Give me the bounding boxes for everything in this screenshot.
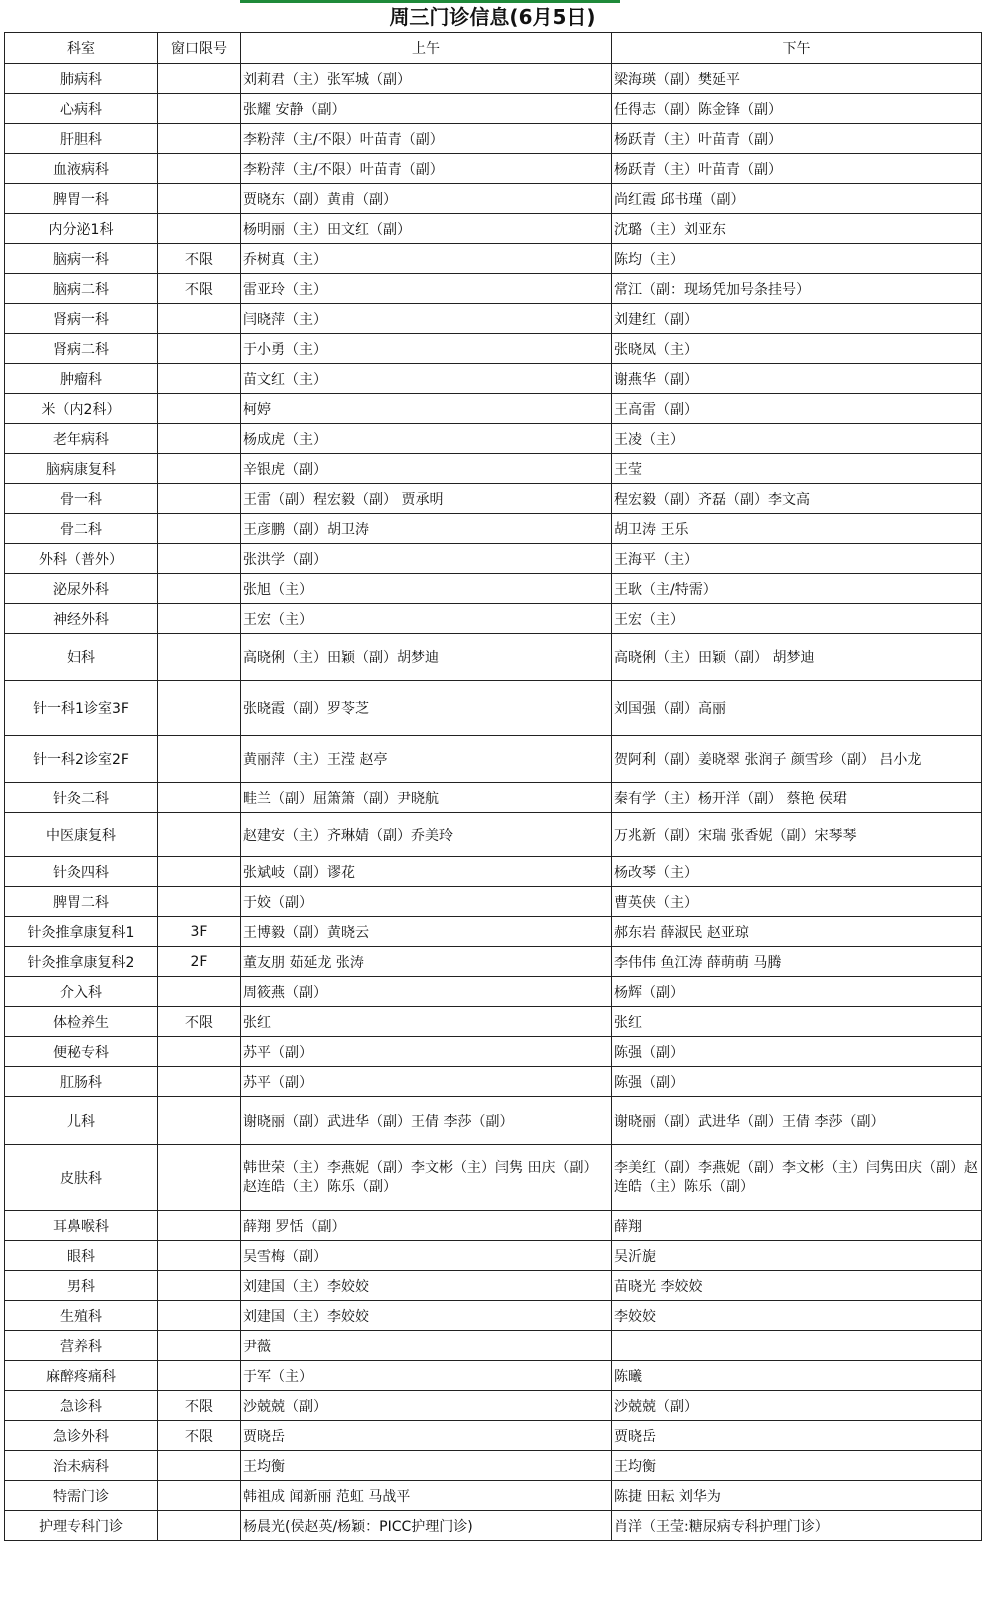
window-limit-cell bbox=[158, 1451, 241, 1481]
morning-cell: 贾晓东（副）黄甫（副） bbox=[241, 184, 612, 214]
dept-cell: 肾病一科 bbox=[5, 304, 158, 334]
afternoon-cell: 梁海瑛（副）樊延平 bbox=[612, 64, 982, 94]
table-row bbox=[5, 124, 982, 154]
dept-cell: 妇科 bbox=[5, 634, 158, 681]
window-limit-cell bbox=[158, 214, 241, 244]
afternoon-cell: 秦有学（主）杨开洋（副） 蔡艳 侯珺 bbox=[612, 783, 982, 813]
morning-cell: 张耀 安静（副） bbox=[241, 94, 612, 124]
afternoon-cell: 陈强（副） bbox=[612, 1037, 982, 1067]
dept-cell: 泌尿外科 bbox=[5, 574, 158, 604]
dept-cell: 骨一科 bbox=[5, 484, 158, 514]
morning-cell: 韩世荣（主）李燕妮（副）李文彬（主）闫隽 田庆（副）赵连皓（主）陈乐（副） bbox=[241, 1145, 612, 1211]
window-limit-cell bbox=[158, 681, 241, 736]
afternoon-cell: 王宏（主） bbox=[612, 604, 982, 634]
window-limit-cell bbox=[158, 334, 241, 364]
morning-cell: 韩祖成 闻新丽 范虹 马战平 bbox=[241, 1481, 612, 1511]
table-row bbox=[5, 94, 982, 124]
window-limit-cell bbox=[158, 1211, 241, 1241]
table-row bbox=[5, 604, 982, 634]
window-limit-cell bbox=[158, 544, 241, 574]
afternoon-cell: 肖洋（王莹:糖尿病专科护理门诊） bbox=[612, 1511, 982, 1541]
morning-cell: 张红 bbox=[241, 1007, 612, 1037]
table-row bbox=[5, 1451, 982, 1481]
table-row bbox=[5, 484, 982, 514]
morning-cell: 董友朋 茹延龙 张涛 bbox=[241, 947, 612, 977]
morning-cell: 于小勇（主） bbox=[241, 334, 612, 364]
afternoon-cell: 王凌（主） bbox=[612, 424, 982, 454]
window-limit-cell bbox=[158, 1331, 241, 1361]
afternoon-cell: 谢燕华（副） bbox=[612, 364, 982, 394]
window-limit-cell bbox=[158, 124, 241, 154]
afternoon-cell: 王高雷（副） bbox=[612, 394, 982, 424]
table-row bbox=[5, 1007, 982, 1037]
morning-cell: 王雷（副）程宏毅（副） 贾承明 bbox=[241, 484, 612, 514]
window-limit-cell bbox=[158, 514, 241, 544]
window-limit-cell bbox=[158, 1511, 241, 1541]
table-row bbox=[5, 214, 982, 244]
morning-cell: 王宏（主） bbox=[241, 604, 612, 634]
table-row bbox=[5, 917, 982, 947]
dept-cell: 耳鼻喉科 bbox=[5, 1211, 158, 1241]
morning-cell: 王彦鹏（副）胡卫涛 bbox=[241, 514, 612, 544]
dept-cell: 肝胆科 bbox=[5, 124, 158, 154]
window-limit-cell: 不限 bbox=[158, 1421, 241, 1451]
morning-cell: 张旭（主） bbox=[241, 574, 612, 604]
window-limit-cell: 不限 bbox=[158, 274, 241, 304]
window-limit-cell bbox=[158, 1241, 241, 1271]
window-limit-cell bbox=[158, 887, 241, 917]
afternoon-cell: 沙兢兢（副） bbox=[612, 1391, 982, 1421]
window-limit-cell: 3F bbox=[158, 917, 241, 947]
afternoon-cell: 杨辉（副） bbox=[612, 977, 982, 1007]
table-row bbox=[5, 783, 982, 813]
table-row bbox=[5, 977, 982, 1007]
table-row bbox=[5, 634, 982, 681]
morning-cell: 周筱燕（副） bbox=[241, 977, 612, 1007]
table-row bbox=[5, 1511, 982, 1541]
dept-cell: 急诊科 bbox=[5, 1391, 158, 1421]
table-row bbox=[5, 334, 982, 364]
dept-cell: 脾胃一科 bbox=[5, 184, 158, 214]
dept-cell: 男科 bbox=[5, 1271, 158, 1301]
window-limit-cell bbox=[158, 184, 241, 214]
clinic-schedule-table bbox=[4, 32, 982, 1541]
afternoon-cell: 李美红（副）李燕妮（副）李文彬（主）闫隽田庆（副）赵连皓（主）陈乐（副） bbox=[612, 1145, 982, 1211]
dept-cell: 生殖科 bbox=[5, 1301, 158, 1331]
morning-cell: 张斌岐（副）谬花 bbox=[241, 857, 612, 887]
dept-cell: 护理专科门诊 bbox=[5, 1511, 158, 1541]
window-limit-cell bbox=[158, 1145, 241, 1211]
afternoon-cell: 杨跃青（主）叶苗青（副） bbox=[612, 154, 982, 184]
window-limit-cell bbox=[158, 634, 241, 681]
table-row bbox=[5, 244, 982, 274]
dept-cell: 针一科2诊室2F bbox=[5, 736, 158, 783]
dept-cell: 心病科 bbox=[5, 94, 158, 124]
window-limit-cell: 不限 bbox=[158, 1007, 241, 1037]
dept-cell: 脑病康复科 bbox=[5, 454, 158, 484]
morning-cell: 杨晨光(侯赵英/杨颖：PICC护理门诊) bbox=[241, 1511, 612, 1541]
afternoon-cell: 胡卫涛 王乐 bbox=[612, 514, 982, 544]
window-limit-cell bbox=[158, 604, 241, 634]
dept-cell: 脑病一科 bbox=[5, 244, 158, 274]
afternoon-cell: 万兆新（副）宋瑞 张香妮（副）宋琴琴 bbox=[612, 813, 982, 857]
dept-cell: 眼科 bbox=[5, 1241, 158, 1271]
window-limit-cell bbox=[158, 1301, 241, 1331]
afternoon-cell bbox=[612, 1331, 982, 1361]
morning-cell: 李粉萍（主/不限）叶苗青（副） bbox=[241, 154, 612, 184]
dept-cell: 针灸推拿康复科1 bbox=[5, 917, 158, 947]
morning-cell: 薛翔 罗恬（副） bbox=[241, 1211, 612, 1241]
dept-cell: 针一科1诊室3F bbox=[5, 681, 158, 736]
afternoon-cell: 张晓凤（主） bbox=[612, 334, 982, 364]
morning-cell: 于军（主） bbox=[241, 1361, 612, 1391]
window-limit-cell: 不限 bbox=[158, 1391, 241, 1421]
table-row bbox=[5, 1391, 982, 1421]
dept-cell: 老年病科 bbox=[5, 424, 158, 454]
morning-cell: 王均衡 bbox=[241, 1451, 612, 1481]
afternoon-cell: 陈曦 bbox=[612, 1361, 982, 1391]
afternoon-cell: 刘建红（副） bbox=[612, 304, 982, 334]
dept-cell: 皮肤科 bbox=[5, 1145, 158, 1211]
dept-cell: 肾病二科 bbox=[5, 334, 158, 364]
window-limit-cell bbox=[158, 94, 241, 124]
table-row bbox=[5, 1211, 982, 1241]
afternoon-cell: 贺阿利（副）姜晓翠 张润子 颜雪珍（副） 吕小龙 bbox=[612, 736, 982, 783]
dept-cell: 营养科 bbox=[5, 1331, 158, 1361]
morning-cell: 闫晓萍（主） bbox=[241, 304, 612, 334]
afternoon-cell: 贾晓岳 bbox=[612, 1421, 982, 1451]
dept-cell: 急诊外科 bbox=[5, 1421, 158, 1451]
afternoon-cell: 苗晓光 李姣姣 bbox=[612, 1271, 982, 1301]
dept-cell: 肺病科 bbox=[5, 64, 158, 94]
afternoon-cell: 谢晓丽（副）武进华（副）王倩 李莎（副） bbox=[612, 1097, 982, 1145]
afternoon-cell: 任得志（副）陈金锋（副） bbox=[612, 94, 982, 124]
dept-cell: 血液病科 bbox=[5, 154, 158, 184]
dept-cell: 中医康复科 bbox=[5, 813, 158, 857]
window-limit-cell bbox=[158, 1037, 241, 1067]
morning-cell: 柯婷 bbox=[241, 394, 612, 424]
window-limit-cell bbox=[158, 736, 241, 783]
window-limit-cell bbox=[158, 64, 241, 94]
window-limit-cell bbox=[158, 977, 241, 1007]
afternoon-cell: 高晓俐（主）田颖（副） 胡梦迪 bbox=[612, 634, 982, 681]
header-afternoon: 下午 bbox=[612, 33, 982, 64]
table-row bbox=[5, 514, 982, 544]
dept-cell: 外科（普外） bbox=[5, 544, 158, 574]
morning-cell: 高晓俐（主）田颖（副）胡梦迪 bbox=[241, 634, 612, 681]
morning-cell: 尹薇 bbox=[241, 1331, 612, 1361]
table-row bbox=[5, 736, 982, 783]
dept-cell: 针灸推拿康复科2 bbox=[5, 947, 158, 977]
dept-cell: 便秘专科 bbox=[5, 1037, 158, 1067]
table-body bbox=[5, 64, 982, 1541]
morning-cell: 刘建国（主）李姣姣 bbox=[241, 1271, 612, 1301]
morning-cell: 苏平（副） bbox=[241, 1067, 612, 1097]
table-row bbox=[5, 1271, 982, 1301]
table-row bbox=[5, 857, 982, 887]
afternoon-cell: 尚红霞 邱书瑾（副） bbox=[612, 184, 982, 214]
table-row bbox=[5, 1301, 982, 1331]
morning-cell: 辛银虎（副） bbox=[241, 454, 612, 484]
afternoon-cell: 陈捷 田耘 刘华为 bbox=[612, 1481, 982, 1511]
dept-cell: 内分泌1科 bbox=[5, 214, 158, 244]
dept-cell: 介入科 bbox=[5, 977, 158, 1007]
morning-cell: 雷亚玲（主） bbox=[241, 274, 612, 304]
morning-cell: 畦兰（副）屈箫箫（副）尹晓航 bbox=[241, 783, 612, 813]
morning-cell: 贾晓岳 bbox=[241, 1421, 612, 1451]
table-row bbox=[5, 544, 982, 574]
table-row bbox=[5, 64, 982, 94]
window-limit-cell: 不限 bbox=[158, 244, 241, 274]
window-limit-cell bbox=[158, 394, 241, 424]
table-row bbox=[5, 1241, 982, 1271]
header-window-limit: 窗口限号 bbox=[158, 33, 241, 64]
table-row bbox=[5, 1067, 982, 1097]
afternoon-cell: 王海平（主） bbox=[612, 544, 982, 574]
morning-cell: 杨明丽（主）田文红（副） bbox=[241, 214, 612, 244]
afternoon-cell: 程宏毅（副）齐磊（副）李文高 bbox=[612, 484, 982, 514]
window-limit-cell bbox=[158, 1361, 241, 1391]
dept-cell: 针灸四科 bbox=[5, 857, 158, 887]
afternoon-cell: 沈璐（主）刘亚东 bbox=[612, 214, 982, 244]
morning-cell: 苗文红（主） bbox=[241, 364, 612, 394]
afternoon-cell: 王莹 bbox=[612, 454, 982, 484]
table-row bbox=[5, 1481, 982, 1511]
table-row bbox=[5, 1037, 982, 1067]
afternoon-cell: 郝东岩 薛淑民 赵亚琼 bbox=[612, 917, 982, 947]
window-limit-cell bbox=[158, 424, 241, 454]
dept-cell: 米（内2科） bbox=[5, 394, 158, 424]
window-limit-cell: 2F bbox=[158, 947, 241, 977]
table-row bbox=[5, 813, 982, 857]
dept-cell: 肿瘤科 bbox=[5, 364, 158, 394]
afternoon-cell: 杨跃青（主）叶苗青（副） bbox=[612, 124, 982, 154]
window-limit-cell bbox=[158, 1481, 241, 1511]
afternoon-cell: 刘国强（副）高丽 bbox=[612, 681, 982, 736]
morning-cell: 苏平（副） bbox=[241, 1037, 612, 1067]
table-row bbox=[5, 1331, 982, 1361]
dept-cell: 体检养生 bbox=[5, 1007, 158, 1037]
morning-cell: 乔树真（主） bbox=[241, 244, 612, 274]
dept-cell: 针灸二科 bbox=[5, 783, 158, 813]
dept-cell: 儿科 bbox=[5, 1097, 158, 1145]
page-title: 周三门诊信息(6月5日) bbox=[389, 5, 596, 29]
table-row bbox=[5, 394, 982, 424]
afternoon-cell: 常江（副：现场凭加号条挂号） bbox=[612, 274, 982, 304]
morning-cell: 王博毅（副）黄晓云 bbox=[241, 917, 612, 947]
afternoon-cell: 李伟伟 鱼江涛 薛萌萌 马腾 bbox=[612, 947, 982, 977]
morning-cell: 刘建国（主）李姣姣 bbox=[241, 1301, 612, 1331]
afternoon-cell: 陈强（副） bbox=[612, 1067, 982, 1097]
table-row bbox=[5, 424, 982, 454]
afternoon-cell: 吴沂旎 bbox=[612, 1241, 982, 1271]
header-row bbox=[5, 33, 982, 64]
morning-cell: 黄丽萍（主）王滢 赵亭 bbox=[241, 736, 612, 783]
window-limit-cell bbox=[158, 574, 241, 604]
header-dept: 科室 bbox=[5, 33, 158, 64]
table-row bbox=[5, 1361, 982, 1391]
window-limit-cell bbox=[158, 783, 241, 813]
table-row bbox=[5, 681, 982, 736]
afternoon-cell: 王耿（主/特需） bbox=[612, 574, 982, 604]
table-row bbox=[5, 887, 982, 917]
dept-cell: 治未病科 bbox=[5, 1451, 158, 1481]
table-row bbox=[5, 304, 982, 334]
morning-cell: 张洪学（副） bbox=[241, 544, 612, 574]
morning-cell: 谢晓丽（副）武进华（副）王倩 李莎（副） bbox=[241, 1097, 612, 1145]
window-limit-cell bbox=[158, 1097, 241, 1145]
dept-cell: 脑病二科 bbox=[5, 274, 158, 304]
window-limit-cell bbox=[158, 857, 241, 887]
afternoon-cell: 张红 bbox=[612, 1007, 982, 1037]
morning-cell: 张晓霞（副）罗苓芝 bbox=[241, 681, 612, 736]
window-limit-cell bbox=[158, 154, 241, 184]
afternoon-cell: 陈均（主） bbox=[612, 244, 982, 274]
window-limit-cell bbox=[158, 1271, 241, 1301]
dept-cell: 麻醉疼痛科 bbox=[5, 1361, 158, 1391]
dept-cell: 神经外科 bbox=[5, 604, 158, 634]
window-limit-cell bbox=[158, 304, 241, 334]
afternoon-cell: 曹英侠（主） bbox=[612, 887, 982, 917]
table-row bbox=[5, 574, 982, 604]
table-row bbox=[5, 274, 982, 304]
table-row bbox=[5, 364, 982, 394]
window-limit-cell bbox=[158, 364, 241, 394]
morning-cell: 于姣（副） bbox=[241, 887, 612, 917]
morning-cell: 赵建安（主）齐琳婧（副）乔美玲 bbox=[241, 813, 612, 857]
afternoon-cell: 杨改琴（主） bbox=[612, 857, 982, 887]
morning-cell: 李粉萍（主/不限）叶苗青（副） bbox=[241, 124, 612, 154]
table-row bbox=[5, 454, 982, 484]
dept-cell: 骨二科 bbox=[5, 514, 158, 544]
morning-cell: 杨成虎（主） bbox=[241, 424, 612, 454]
window-limit-cell bbox=[158, 484, 241, 514]
table-row bbox=[5, 1097, 982, 1145]
morning-cell: 刘莉君（主）张军城（副） bbox=[241, 64, 612, 94]
table-row bbox=[5, 1145, 982, 1211]
table-row bbox=[5, 1421, 982, 1451]
table-row bbox=[5, 947, 982, 977]
afternoon-cell: 王均衡 bbox=[612, 1451, 982, 1481]
afternoon-cell: 薛翔 bbox=[612, 1211, 982, 1241]
window-limit-cell bbox=[158, 454, 241, 484]
header-morning: 上午 bbox=[241, 33, 612, 64]
window-limit-cell bbox=[158, 813, 241, 857]
table-row bbox=[5, 154, 982, 184]
morning-cell: 吴雪梅（副） bbox=[241, 1241, 612, 1271]
table-row bbox=[5, 184, 982, 214]
morning-cell: 沙兢兢（副） bbox=[241, 1391, 612, 1421]
window-limit-cell bbox=[158, 1067, 241, 1097]
afternoon-cell: 李姣姣 bbox=[612, 1301, 982, 1331]
dept-cell: 肛肠科 bbox=[5, 1067, 158, 1097]
dept-cell: 脾胃二科 bbox=[5, 887, 158, 917]
dept-cell: 特需门诊 bbox=[5, 1481, 158, 1511]
